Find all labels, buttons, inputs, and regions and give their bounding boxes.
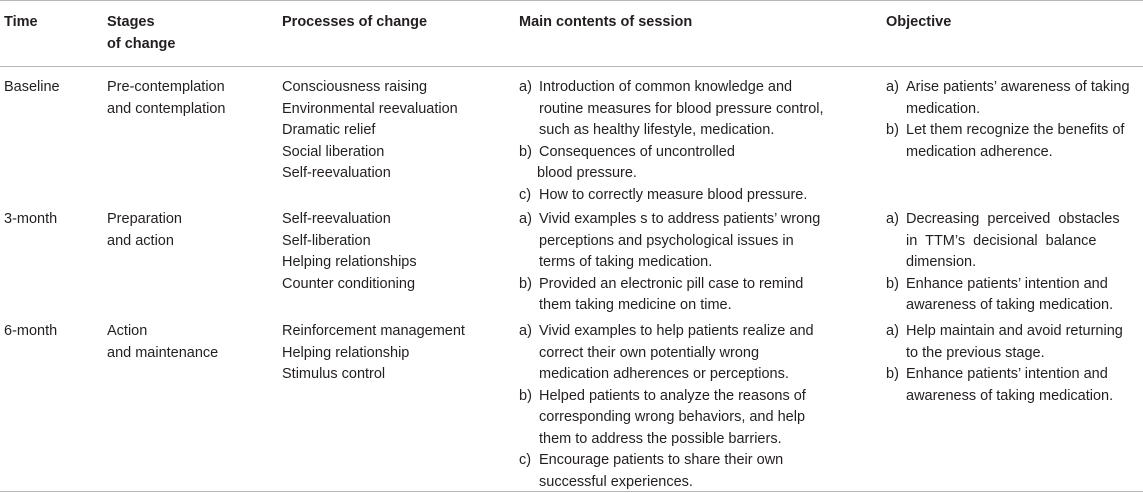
item-marker: b) [519,274,532,296]
process-item: Counter conditioning [282,274,507,296]
process-item: Social liberation [282,142,507,164]
row-2-stage-line: and action [107,231,277,253]
item-text: medication adherence. [906,142,1142,164]
item-text: correct their own potentially wrong [539,343,871,365]
row-2-processes [282,209,507,295]
item-text: terms of taking medication. [539,252,871,274]
process-item: Dramatic relief [282,120,507,142]
process-item: Self-reevaluation [282,163,507,185]
row-3-stage-line: and maintenance [107,343,277,365]
row-1-main-contents [519,77,871,206]
item-text: How to correctly measure blood pressure. [539,185,871,207]
process-item: Self-liberation [282,231,507,253]
item-text: dimension. [906,252,1142,274]
row-1-stage-line: and contemplation [107,99,277,121]
item-marker: a) [519,321,532,343]
header-stages-line1: Stages [107,12,277,34]
list-item [519,185,871,207]
item-text: Consequences of uncontrolled [539,142,871,164]
process-item: Helping relationships [282,252,507,274]
item-text: perceptions and psychological issues in [539,231,871,253]
item-text: awareness of taking medication. [906,386,1142,408]
list-item [519,450,871,493]
item-text: routine measures for blood pressure control, [539,99,871,121]
item-text: corresponding wrong behaviors, and help [539,407,871,429]
header-time: Time [4,12,99,34]
row-1-time: Baseline [4,77,99,99]
item-text: them taking medicine on time. [539,295,871,317]
item-text: Helped patients to analyze the reasons of [539,386,871,408]
list-item [886,209,1142,274]
row-2-objective [886,209,1142,317]
item-marker: a) [886,77,899,99]
row-1-processes [282,77,507,185]
item-text: such as healthy lifestyle, medication. [539,120,871,142]
item-text: Decreasing perceived obstacles [906,209,1142,231]
list-item [519,142,871,185]
item-text: awareness of taking medication. [906,295,1142,317]
item-text: Introduction of common knowledge and [539,77,871,99]
item-text: Vivid examples s to address patients’ wrong [539,209,871,231]
item-marker: b) [519,386,532,408]
item-marker: c) [519,450,531,472]
item-marker: a) [886,209,899,231]
process-item: Reinforcement management [282,321,507,343]
process-item: Environmental reevaluation [282,99,507,121]
row-1-stage-line: Pre-contemplation [107,77,277,99]
process-item: Self-reevaluation [282,209,507,231]
list-item [886,321,1142,364]
row-3-stage-line: Action [107,321,277,343]
item-marker: b) [886,364,899,386]
row-1-stages [107,77,277,120]
header-stages-line2: of change [107,34,277,56]
item-text: successful experiences. [539,472,871,493]
table-top-rule [0,0,1143,1]
item-text: Enhance patients’ intention and [906,364,1142,386]
item-marker: a) [519,209,532,231]
row-1-objective [886,77,1142,163]
header-stages [107,12,277,55]
item-text: Vivid examples to help patients realize and [539,321,871,343]
list-item [519,321,871,386]
header-main-contents: Main contents of session [519,12,871,34]
row-2-stages [107,209,277,252]
item-text: Help maintain and avoid returning [906,321,1142,343]
table-header-rule [0,66,1143,67]
process-item: Stimulus control [282,364,507,386]
list-item [519,77,871,142]
row-3-processes [282,321,507,386]
item-text: Let them recognize the benefits of [906,120,1142,142]
row-3-main-contents [519,321,871,493]
item-text: them to address the possible barriers. [539,429,871,451]
list-item [886,77,1142,120]
item-text: in TTM’s decisional balance [906,231,1142,253]
item-marker: a) [519,77,532,99]
list-item [519,274,871,317]
list-item [886,120,1142,163]
row-2-time: 3-month [4,209,99,231]
item-text: Enhance patients’ intention and [906,274,1142,296]
row-2-main-contents [519,209,871,317]
process-item: Helping relationship [282,343,507,365]
item-marker: c) [519,185,531,207]
item-text: Encourage patients to share their own [539,450,871,472]
item-text: Provided an electronic pill case to remind [539,274,871,296]
header-processes: Processes of change [282,12,507,34]
process-item: Consciousness raising [282,77,507,99]
item-marker: b) [886,274,899,296]
row-3-objective [886,321,1142,407]
list-item [519,209,871,274]
row-3-time: 6-month [4,321,99,343]
item-text: medication. [906,99,1142,121]
item-text: medication adherences or perceptions. [539,364,871,386]
header-objective: Objective [886,12,1142,34]
list-item [519,386,871,451]
list-item [886,364,1142,407]
item-text: Arise patients’ awareness of taking [906,77,1142,99]
item-marker: b) [886,120,899,142]
item-marker: a) [886,321,899,343]
item-text: blood pressure. [537,163,871,185]
row-3-stages [107,321,277,364]
item-marker: b) [519,142,532,164]
row-2-stage-line: Preparation [107,209,277,231]
item-text: to the previous stage. [906,343,1142,365]
list-item [886,274,1142,317]
